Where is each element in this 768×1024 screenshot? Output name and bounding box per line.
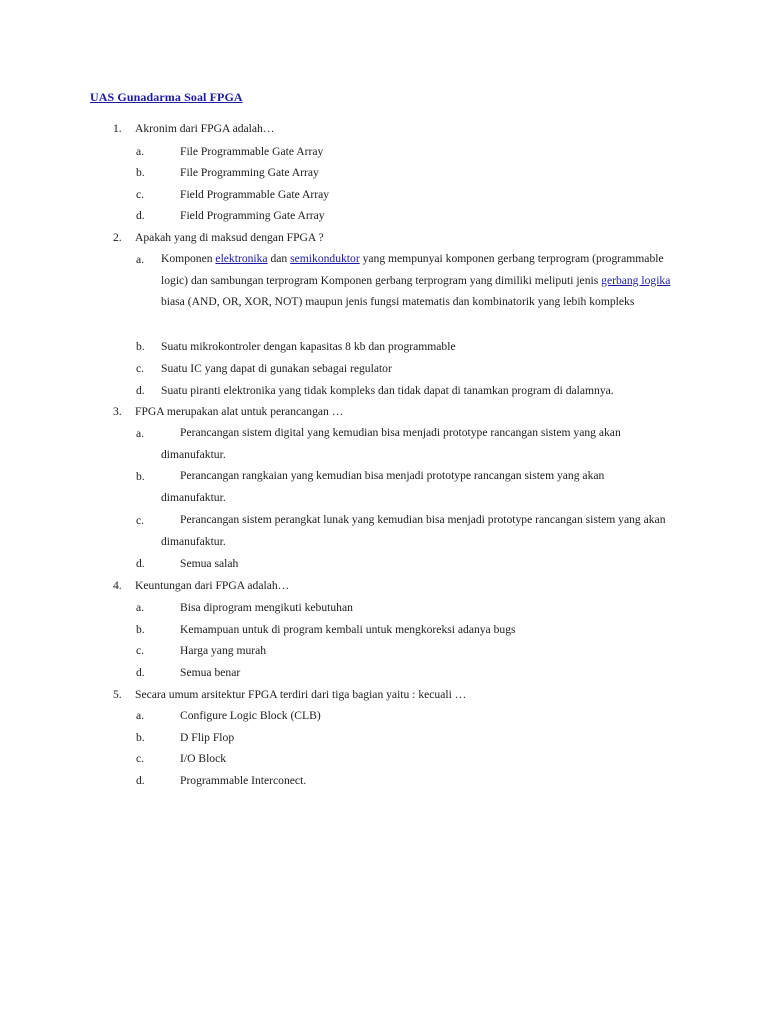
question-text: Apakah yang di maksud dengan FPGA ? bbox=[135, 231, 324, 244]
option-text: I/O Block bbox=[180, 752, 227, 765]
option-1c bbox=[0, 188, 768, 204]
option-letter: d. bbox=[136, 209, 145, 222]
option-text: Harga yang murah bbox=[180, 644, 267, 657]
option-text: File Programmable Gate Array bbox=[180, 145, 324, 158]
option-text: Bisa diprogram mengikuti kebutuhan bbox=[180, 601, 353, 614]
option-2a bbox=[0, 252, 768, 309]
option-letter: a. bbox=[136, 427, 145, 440]
option-text: Kemampuan untuk di program kembali untuk mengkoreksi adanya bugs bbox=[180, 623, 516, 636]
option-5d bbox=[0, 774, 768, 790]
option-letter: a. bbox=[136, 601, 145, 614]
option-3a bbox=[0, 426, 768, 461]
question-number: 5. bbox=[113, 688, 122, 701]
link-elektronika[interactable]: elektronika bbox=[215, 252, 268, 265]
option-letter: c. bbox=[136, 514, 145, 527]
question-3 bbox=[0, 405, 768, 421]
question-number: 3. bbox=[113, 405, 122, 418]
option-text: Semua benar bbox=[180, 666, 241, 679]
question-5 bbox=[0, 688, 768, 704]
question-number: 1. bbox=[113, 122, 122, 135]
option-text: Suatu IC yang dapat di gunakan sebagai regulator bbox=[161, 362, 392, 375]
option-letter: c. bbox=[136, 644, 145, 657]
option-paragraph bbox=[161, 248, 681, 313]
option-4c bbox=[0, 644, 768, 660]
question-number: 2. bbox=[113, 231, 122, 244]
option-text: Suatu piranti elektronika yang tidak kompleks dan tidak dapat di tanamkan program di dalamnya. bbox=[161, 384, 614, 397]
option-letter: c. bbox=[136, 362, 145, 375]
option-5b bbox=[0, 731, 768, 747]
option-1a bbox=[0, 145, 768, 161]
question-4 bbox=[0, 579, 768, 595]
option-text: Field Programming Gate Array bbox=[180, 209, 325, 222]
option-4a bbox=[0, 601, 768, 617]
option-text: Perancangan rangkaian yang kemudian bisa menjadi prototype rancangan sistem yang akan dimanufaktur. bbox=[161, 469, 605, 504]
option-letter: b. bbox=[136, 340, 145, 353]
question-2 bbox=[0, 231, 768, 247]
option-letter: d. bbox=[136, 666, 145, 679]
option-text: Configure Logic Block (CLB) bbox=[180, 709, 321, 722]
option-1b bbox=[0, 166, 768, 182]
option-text: Perancangan sistem perangkat lunak yang kemudian bisa menjadi prototype rancangan sistem yang akan dimanufaktur. bbox=[161, 513, 666, 548]
option-text: D Flip Flop bbox=[180, 731, 235, 744]
paragraph-text: dan bbox=[267, 252, 291, 265]
option-2d bbox=[0, 384, 768, 400]
option-4b bbox=[0, 623, 768, 639]
question-number: 4. bbox=[113, 579, 122, 592]
paragraph-text: yang mempunyai komponen gerbang terprogram (programmable logic) dan sambungan terprogram Komponen gerbang terprogram yang dimiliki meliputi jenis bbox=[161, 252, 664, 287]
option-1d bbox=[0, 209, 768, 225]
paragraph-text: Komponen bbox=[161, 252, 216, 265]
option-text: Field Programmable Gate Array bbox=[180, 188, 330, 201]
option-letter: b. bbox=[136, 731, 145, 744]
document-title-link[interactable]: UAS Gunadarma Soal FPGA bbox=[90, 90, 243, 104]
option-4d bbox=[0, 666, 768, 682]
option-2b bbox=[0, 340, 768, 356]
option-text: Perancangan sistem digital yang kemudian bisa menjadi prototype rancangan sistem yang akan dimanufaktur. bbox=[161, 426, 621, 461]
option-letter: b. bbox=[136, 470, 145, 483]
question-1 bbox=[0, 122, 768, 138]
option-text: File Programming Gate Array bbox=[180, 166, 319, 179]
option-letter: d. bbox=[136, 557, 145, 570]
option-letter: b. bbox=[136, 623, 145, 636]
option-3c bbox=[0, 513, 768, 548]
option-letter: d. bbox=[136, 384, 145, 397]
option-2c bbox=[0, 362, 768, 378]
option-3d bbox=[0, 557, 768, 573]
option-text: Programmable Interconect. bbox=[180, 774, 307, 787]
question-text: FPGA merupakan alat untuk perancangan … bbox=[135, 405, 344, 418]
option-text: Suatu mikrokontroler dengan kapasitas 8 kb dan programmable bbox=[161, 340, 456, 353]
option-5a bbox=[0, 709, 768, 725]
option-letter: a. bbox=[136, 145, 145, 158]
option-letter: b. bbox=[136, 166, 145, 179]
option-text: Semua salah bbox=[180, 557, 239, 570]
option-letter: c. bbox=[136, 188, 145, 201]
paragraph-text: biasa (AND, OR, XOR, NOT) maupun jenis fungsi matematis dan kombinatorik yang lebih kompleks bbox=[161, 295, 635, 309]
option-letter: a. bbox=[136, 253, 145, 266]
question-text: Keuntungan dari FPGA adalah… bbox=[135, 579, 290, 592]
option-5c bbox=[0, 752, 768, 768]
option-letter: c. bbox=[136, 752, 145, 765]
option-letter: a. bbox=[136, 709, 145, 722]
question-text: Secara umum arsitektur FPGA terdiri dari tiga bagian yaitu : kecuali … bbox=[135, 688, 467, 701]
option-letter: d. bbox=[136, 774, 145, 787]
link-gerbang-logika[interactable]: gerbang logika bbox=[601, 273, 671, 287]
link-semikonduktor[interactable]: semikonduktor bbox=[290, 252, 360, 265]
question-text: Akronim dari FPGA adalah… bbox=[135, 122, 275, 135]
option-3b bbox=[0, 469, 768, 504]
